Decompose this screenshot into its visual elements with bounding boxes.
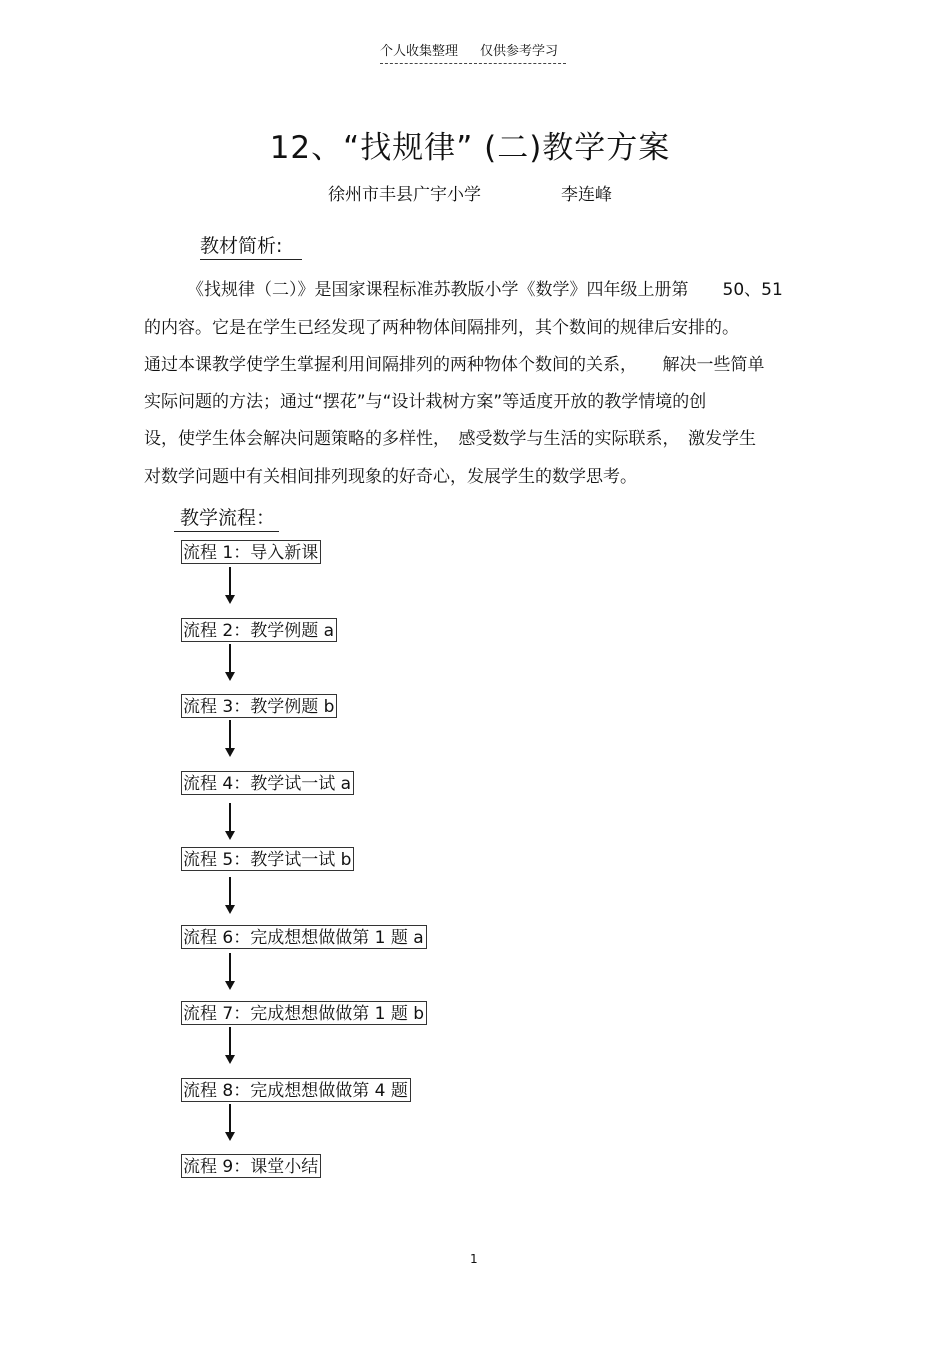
paragraph-line: 设，使学生体会解决问题策略的多样性， 感受数学与生活的实际联系， 激发学生 bbox=[144, 429, 756, 449]
header-right: 仅供参考学习 bbox=[480, 44, 559, 59]
flow-arrow-icon bbox=[224, 567, 236, 605]
flow-arrow-icon bbox=[224, 1027, 236, 1065]
flow-step-5: 流程 5：教学试一试 b bbox=[181, 847, 354, 871]
flow-arrow-icon bbox=[224, 1104, 236, 1142]
flow-arrow-icon bbox=[224, 803, 236, 841]
paragraph-line: 的内容。它是在学生已经发现了两种物体间隔排列，其个数间的规律后安排的。 bbox=[144, 318, 739, 338]
author-school: 徐州市丰县广宇小学 bbox=[328, 185, 481, 205]
paragraph-line: 《找规律（二）》是国家课程标准苏教版小学《数学》四年级上册第 50、51 bbox=[187, 280, 783, 300]
flow-step-9: 流程 9：课堂小结 bbox=[181, 1154, 321, 1178]
paragraph-line: 对数学问题中有关相间排列现象的好奇心，发展学生的数学思考。 bbox=[144, 467, 637, 487]
header-left: 个人收集整理 bbox=[380, 44, 459, 59]
author-line bbox=[328, 180, 612, 205]
page-header bbox=[380, 40, 566, 64]
flow-step-8: 流程 8：完成想想做做第 4 题 bbox=[181, 1078, 411, 1102]
section-heading-flow: 教学流程： bbox=[174, 503, 279, 532]
flow-arrow-icon bbox=[224, 644, 236, 682]
section-heading-analysis: 教材简析: bbox=[200, 231, 302, 260]
flow-step-3: 流程 3：教学例题 b bbox=[181, 694, 337, 718]
flow-step-1: 流程 1：导入新课 bbox=[181, 540, 321, 564]
flow-arrow-icon bbox=[224, 720, 236, 758]
flow-step-4: 流程 4：教学试一试 a bbox=[181, 771, 354, 795]
flow-arrow-icon bbox=[224, 877, 236, 915]
author-name: 李连峰 bbox=[561, 185, 612, 205]
flow-step-6: 流程 6：完成想想做做第 1 题 a bbox=[181, 925, 427, 949]
paragraph-line: 通过本课教学使学生掌握利用间隔排列的两种物体个数间的关系， 解决一些简单 bbox=[144, 355, 765, 375]
flow-arrow-icon bbox=[224, 953, 236, 991]
flow-step-2: 流程 2：教学例题 a bbox=[181, 618, 337, 642]
flow-step-7: 流程 7：完成想想做做第 1 题 b bbox=[181, 1001, 427, 1025]
document-title: 12、“找规律” (二)教学方案 bbox=[269, 130, 671, 166]
page-number: 1 bbox=[470, 1252, 478, 1266]
paragraph-line: 实际问题的方法；通过“摆花”与“设计栽树方案”等适度开放的教学情境的创 bbox=[144, 392, 707, 412]
